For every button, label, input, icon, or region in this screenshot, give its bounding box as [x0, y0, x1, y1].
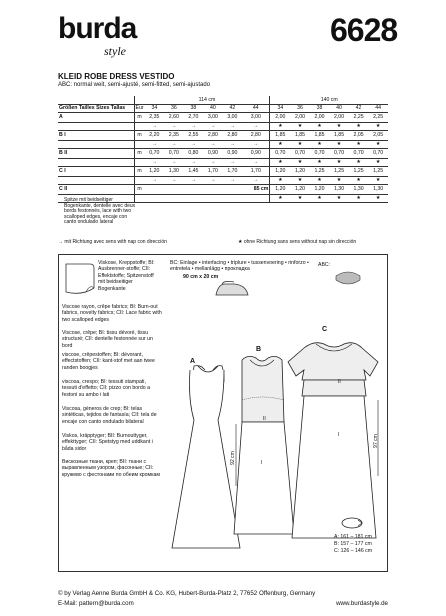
star-icon: ★: [310, 122, 330, 130]
arrow-right-icon: →: [242, 140, 270, 148]
fabric-text-sv: Viskos, kräpptyger; BII: Burnouttyger, effekttyger; CII: Spetstyg med uddkant i båda sidor: [62, 433, 153, 452]
copyright: © by Verlag Aenne Burda GmbH & Co. KG, Hubert-Burda-Platz 2, 77652 Offenburg, Germany: [58, 590, 316, 597]
size-col: 38: [184, 104, 204, 112]
table-header-spacer: [58, 96, 134, 104]
size-col: 42: [349, 104, 369, 112]
table-cell: 1,20: [270, 166, 290, 176]
table-cell: 2,80: [242, 130, 270, 140]
star-icon: ★: [329, 140, 349, 148]
view-b-label: B: [256, 346, 262, 353]
table-cell: [184, 184, 204, 194]
star-icon: ★: [270, 158, 290, 166]
table-cell: 0,90: [242, 148, 270, 158]
interfacing-text: BC: Einlage • interfacing • triplure • tussenvoering • rinforzo • entretela • mellanlägg • прокладка: [170, 260, 309, 273]
star-icon: ★: [290, 176, 310, 184]
table-cell: 1,20: [290, 184, 310, 194]
table-cell: 1,45: [184, 166, 204, 176]
row-unit: m: [134, 130, 145, 140]
table-cell: 1,30: [368, 184, 388, 194]
table-cell: 0,70: [368, 148, 388, 158]
length-a: A: 161 – 181 cm: [334, 534, 372, 540]
table-cell: 2,60: [164, 112, 184, 122]
view-b-part-ii: II: [263, 416, 266, 422]
row-label: B I: [58, 130, 134, 140]
arrow-right-icon: →: [184, 122, 204, 130]
table-cell: 0,90: [223, 148, 243, 158]
arrow-right-icon: →: [203, 158, 223, 166]
table-row-markers: [58, 176, 388, 184]
table-cell: 1,85: [310, 130, 330, 140]
star-icon: ★: [349, 194, 369, 202]
star-icon: ★: [270, 176, 290, 184]
abc-label: ABC:: [318, 262, 331, 268]
table-cell: 1,25: [310, 166, 330, 176]
star-icon: ★: [349, 176, 369, 184]
table-header-spacer: [134, 96, 145, 104]
arrow-right-icon: →: [223, 140, 243, 148]
star-icon: ★: [310, 176, 330, 184]
size-col: 44: [242, 104, 270, 112]
view-c-label: C: [322, 326, 328, 333]
table-cell: [223, 184, 243, 194]
table-cell: 0,90: [203, 148, 223, 158]
size-col: 38: [310, 104, 330, 112]
star-icon: ★: [310, 194, 330, 202]
table-cell: 0,70: [310, 148, 330, 158]
size-rows: [58, 112, 388, 202]
table-cell: 1,70: [203, 166, 223, 176]
star-icon: ★: [238, 239, 243, 245]
email[interactable]: E-Mail: pattern@burda.com: [58, 600, 134, 607]
brand-sub: style: [104, 44, 126, 58]
fabric-text-es: Viscose, crêpe; BI: tissu dévoré, tissu structuré; CII: dentelle festonnée sur un bord: [62, 330, 153, 349]
width-140-label: 140 cm: [270, 96, 388, 104]
table-cell: 0,70: [145, 148, 165, 158]
arrow-right-icon: →: [145, 122, 165, 130]
table-row: [58, 130, 388, 140]
view-c-part-ii: II: [338, 379, 341, 385]
table-cell: 1,20: [145, 166, 165, 176]
table-cell: 1,30: [329, 184, 349, 194]
view-c-dress: [288, 343, 378, 538]
star-icon: ★: [329, 158, 349, 166]
table-row: [58, 166, 388, 176]
size-col: 40: [329, 104, 349, 112]
size-col: 34: [145, 104, 165, 112]
arrow-right-icon: →: [184, 140, 204, 148]
row-unit-spacer: [134, 158, 145, 166]
star-icon: ★: [349, 158, 369, 166]
table-cell: 0,70: [290, 148, 310, 158]
row-unit: m: [134, 148, 145, 158]
fabric-text-ru: Вискозные ткани, креп; BII: ткани с выравленным узором, фасонные; CII: кружево с фестонами по обеим кромкам: [62, 459, 160, 478]
fabric-swatch-icon: [64, 262, 96, 296]
arrow-right-icon: →: [223, 122, 243, 130]
table-cell: 1,70: [223, 166, 243, 176]
size-col: 42: [223, 104, 243, 112]
table-cell: 2,05: [368, 130, 388, 140]
row-label: C II: [58, 184, 134, 194]
pattern-number: 6628: [330, 12, 398, 48]
empty-cell: [184, 194, 204, 202]
row-label: C I: [58, 166, 134, 176]
table-cell: 2,80: [203, 130, 223, 140]
table-cell: 3,00: [203, 112, 223, 122]
arrow-right-icon: →: [145, 176, 165, 184]
size-header-label: Größen Tailles Sizes Tallas: [58, 104, 134, 112]
thread-icon: [334, 268, 362, 290]
star-icon: ★: [368, 122, 388, 130]
table-cell: 2,70: [184, 112, 204, 122]
table-cell: 1,20: [290, 166, 310, 176]
table-cell: 2,35: [164, 130, 184, 140]
width-114-label: 114 cm: [145, 96, 270, 104]
table-cell: 3,00: [223, 112, 243, 122]
legend-without-nap: [238, 239, 356, 245]
legend-with-nap: [58, 239, 167, 245]
view-b-part-i: I: [261, 460, 263, 466]
star-icon: ★: [329, 176, 349, 184]
table-row-markers: [58, 140, 388, 148]
arrow-right-icon: →: [242, 122, 270, 130]
interfacing-size: 90 cm x 20 cm: [183, 274, 219, 280]
table-row-markers: [58, 158, 388, 166]
row-unit: m: [134, 112, 145, 122]
eur-label: Eur: [135, 105, 144, 111]
star-icon: ★: [270, 194, 290, 202]
star-icon: ★: [368, 140, 388, 148]
table-cell: 2,00: [310, 112, 330, 122]
table-cell: 1,85: [290, 130, 310, 140]
table-cell: 1,70: [242, 166, 270, 176]
star-icon: ★: [368, 176, 388, 184]
size-col: 36: [164, 104, 184, 112]
table-cell: 1,85: [270, 130, 290, 140]
star-icon: ★: [290, 122, 310, 130]
star-icon: ★: [270, 122, 290, 130]
table-cell: [145, 184, 165, 194]
arrow-right-icon: →: [184, 158, 204, 166]
table-cell: 2,00: [270, 112, 290, 122]
view-a-label: A: [190, 358, 196, 365]
star-icon: ★: [310, 140, 330, 148]
table-cell: 0,70: [329, 148, 349, 158]
star-icon: ★: [290, 194, 310, 202]
table-cell: 2,55: [184, 130, 204, 140]
length-c: C: 126 – 146 cm: [334, 548, 373, 554]
star-icon: ★: [290, 140, 310, 148]
arrow-right-icon: →: [164, 140, 184, 148]
website-url[interactable]: www.burdastyle.de: [336, 600, 388, 607]
star-icon: ★: [349, 122, 369, 130]
table-row: [58, 112, 388, 122]
table-cell: 0,80: [184, 148, 204, 158]
empty-cell: [242, 194, 270, 202]
star-icon: ★: [329, 122, 349, 130]
table-row-markers: [58, 122, 388, 130]
view-b-dress: [234, 356, 294, 534]
pattern-subtitle: ABC: normal weit, semi-ajusté, semi-fitted, semi-ajustado: [58, 82, 211, 88]
fabric-text-de: Viskose, Kreppstoffe; BI: Ausbrenner-stoffe; CII: Effektstoffe; Spitzenstoff mit beidseitiger Bogenkante: [98, 260, 155, 292]
arrow-right-icon: →: [242, 176, 270, 184]
table-cell: 2,00: [290, 112, 310, 122]
size-col: 40: [203, 104, 223, 112]
row-unit-spacer: [134, 122, 145, 130]
table-cell: 2,35: [145, 112, 165, 122]
empty-cell: [223, 194, 243, 202]
c2-width-note: 85 cm: [242, 184, 270, 194]
star-icon: ★: [368, 194, 388, 202]
iron-icon: [212, 281, 252, 299]
table-cell: 2,25: [368, 112, 388, 122]
size-col: 34: [270, 104, 290, 112]
length-b: B: 157 – 177 cm: [334, 541, 372, 547]
table-cell: 1,20: [270, 184, 290, 194]
arrow-right-icon: →: [145, 158, 165, 166]
arrow-right-icon: →: [223, 176, 243, 184]
star-icon: ★: [290, 158, 310, 166]
star-icon: ★: [310, 158, 330, 166]
row-unit: m: [134, 184, 145, 194]
arrow-right-icon: →: [223, 158, 243, 166]
measure-tape-icon: [340, 516, 364, 530]
empty-cell: [145, 194, 165, 202]
arrow-right-icon: →: [145, 140, 165, 148]
table-cell: 3,00: [242, 112, 270, 122]
arrow-right-icon: →: [58, 239, 63, 245]
arrow-right-icon: →: [203, 122, 223, 130]
table-row: [58, 184, 388, 194]
table-cell: 1,25: [329, 166, 349, 176]
size-col: 36: [290, 104, 310, 112]
pattern-title: KLEID ROBE DRESS VESTIDO: [58, 72, 175, 81]
size-col: 44: [368, 104, 388, 112]
legend-with-nap-text: mit Richtung avec sens with nap con dirección: [64, 239, 167, 245]
table-cell: 2,25: [349, 112, 369, 122]
empty-cell: [164, 194, 184, 202]
empty-cell: [203, 194, 223, 202]
table-row: [58, 148, 388, 158]
row-label-spacer: [58, 176, 134, 184]
row-label: B II: [58, 148, 134, 158]
row-unit-spacer: [134, 140, 145, 148]
star-icon: ★: [368, 158, 388, 166]
star-icon: ★: [270, 140, 290, 148]
table-cell: 2,05: [349, 130, 369, 140]
table-cell: 0,70: [164, 148, 184, 158]
row-unit: m: [134, 166, 145, 176]
table-cell: 1,25: [368, 166, 388, 176]
star-icon: ★: [349, 140, 369, 148]
arrow-right-icon: →: [203, 140, 223, 148]
fabric-text-fr: Viscose rayon, crêpe fabrics; BI: Burn-out fabrics, novelty fabrics; CII: Lace fabric with two scalloped edges: [62, 304, 162, 323]
fabric-text-nl: viscose, crêpestoffen; BI: dévorant, effectstoffen; CII: kant-stof met aan twee randen boogjes: [62, 352, 155, 371]
view-b-length: 92 cm: [229, 451, 236, 465]
legend-without-nap-text: ohne Richtung sans sens without nap sin dirección: [243, 239, 357, 245]
table-cell: 0,70: [349, 148, 369, 158]
table-cell: 1,30: [164, 166, 184, 176]
c2-note: Spitze mit beidseitiger Bogenkante, dentelle avec deux bords festonnés, lace with two scalloped edges, encaje con canto ondulado lateral: [64, 197, 136, 226]
arrow-right-icon: →: [242, 158, 270, 166]
arrow-right-icon: →: [164, 122, 184, 130]
row-label-spacer: [58, 158, 134, 166]
fabric-text-it: viscosa, crespo; BI: tessuti stampati, tessuti d'effetto; CII: pizzo con bordo a festoni su ambo i lati: [62, 379, 150, 398]
arrow-right-icon: →: [184, 176, 204, 184]
table-cell: 2,20: [145, 130, 165, 140]
row-label-spacer: [58, 140, 134, 148]
table-cell: 1,30: [349, 184, 369, 194]
arrow-right-icon: →: [164, 158, 184, 166]
table-cell: 2,80: [223, 130, 243, 140]
table-cell: 1,20: [310, 184, 330, 194]
star-icon: ★: [329, 194, 349, 202]
table-cell: 1,25: [349, 166, 369, 176]
arrow-right-icon: →: [203, 176, 223, 184]
view-c-part-i: I: [338, 432, 340, 438]
row-unit-spacer: [134, 176, 145, 184]
size-table: [58, 96, 388, 203]
table-cell: 0,70: [270, 148, 290, 158]
table-cell: [203, 184, 223, 194]
table-cell: [164, 184, 184, 194]
brand-logo: burda: [58, 12, 137, 45]
table-cell: 1,85: [329, 130, 349, 140]
view-c-length: 97 cm: [372, 434, 379, 448]
fabric-text-pt: Viscosa, géneros de crep; BI: telas sintéticas, tejidos de fantasía; CII: tela de encaje con canto ondulado bilateral: [62, 406, 157, 425]
table-cell: 2,00: [329, 112, 349, 122]
arrow-right-icon: →: [164, 176, 184, 184]
row-label: A: [58, 112, 134, 122]
row-label-spacer: [58, 122, 134, 130]
